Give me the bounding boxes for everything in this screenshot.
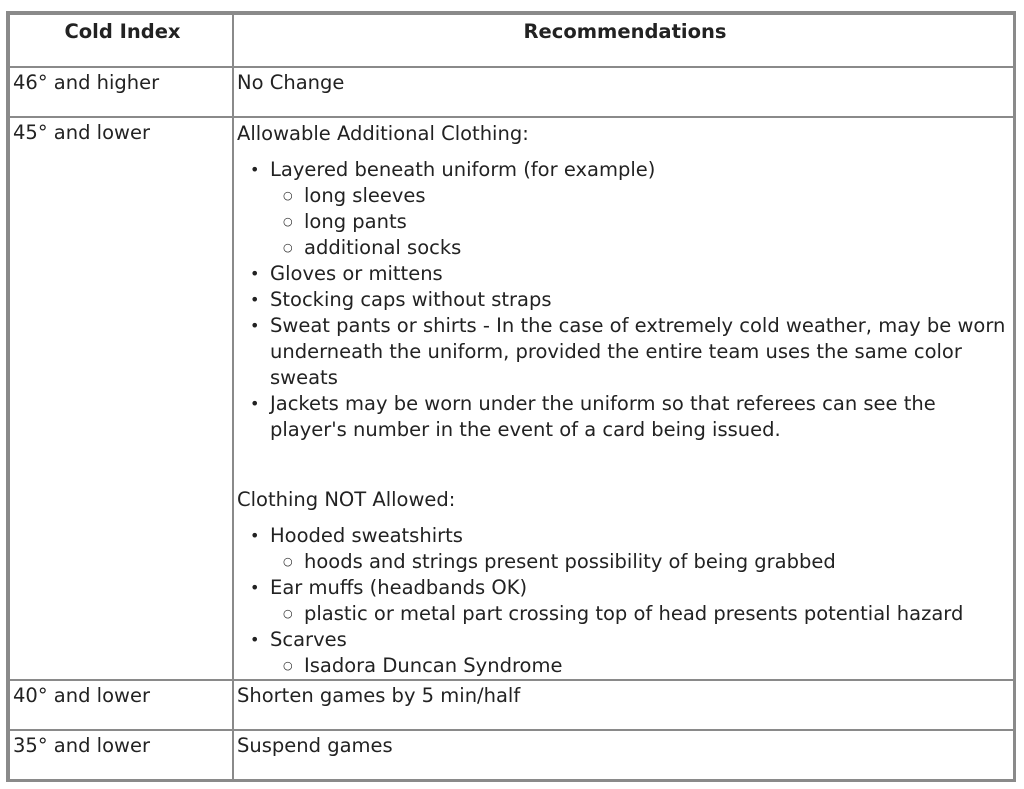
cold-index-cell: 46° and higher [9,67,233,117]
cold-index-cell: 40° and lower [9,680,233,730]
header-recommendations: Recommendations [233,14,1014,67]
sub-list [270,549,1013,575]
table-row [9,680,1014,730]
list-item: • Stocking caps without straps [270,287,1013,313]
sub-list [270,653,1013,679]
recommendation-cell: Suspend games [233,730,1014,780]
sub-list [270,601,1013,627]
allowed-clothing-heading: Allowable Additional Clothing: [237,122,529,145]
recommendation-cell [233,117,1014,680]
not-allowed-list [237,523,1013,679]
table-row [9,730,1014,780]
list-item: ○ long sleeves [304,183,1013,209]
list-item: ○ hoods and strings present possibility of being grabbed [304,549,1013,575]
list-item: • Hooded sweatshirts ○ hoods and strings present possibility of being grabbed [270,523,1013,575]
allowed-clothing-list [237,157,1013,443]
recommendation-cell: Shorten games by 5 min/half [233,680,1014,730]
sub-list [270,183,1013,261]
cold-index-cell: 35° and lower [9,730,233,780]
header-cold-index: Cold Index [9,14,233,67]
table-row [9,117,1014,680]
list-item: ○ additional socks [304,235,1013,261]
list-item: • Sweat pants or shirts - In the case of extremely cold weather, may be worn underneath the uniform, provided the entire team uses the same color sweats [270,313,1013,391]
list-item: ○ Isadora Duncan Syndrome [304,653,1013,679]
cold-index-table [6,11,1016,782]
list-item: • Scarves ○ Isadora Duncan Syndrome [270,627,1013,679]
header-row [9,14,1014,67]
list-item: • Jackets may be worn under the uniform so that referees can see the player's number in the event of a card being issued. [270,391,1013,443]
recommendation-cell: No Change [233,67,1014,117]
list-item: • Layered beneath uniform (for example) ○ long sleeves ○ long pants ○ additional socks [270,157,1013,261]
not-allowed-heading: Clothing NOT Allowed: [237,488,456,511]
cold-index-cell: 45° and lower [9,117,233,680]
list-item: • Gloves or mittens [270,261,1013,287]
list-item: ○ plastic or metal part crossing top of head presents potential hazard [304,601,1013,627]
table-row [9,67,1014,117]
list-item: • Ear muffs (headbands OK) ○ plastic or metal part crossing top of head presents potential hazard [270,575,1013,627]
list-item: ○ long pants [304,209,1013,235]
